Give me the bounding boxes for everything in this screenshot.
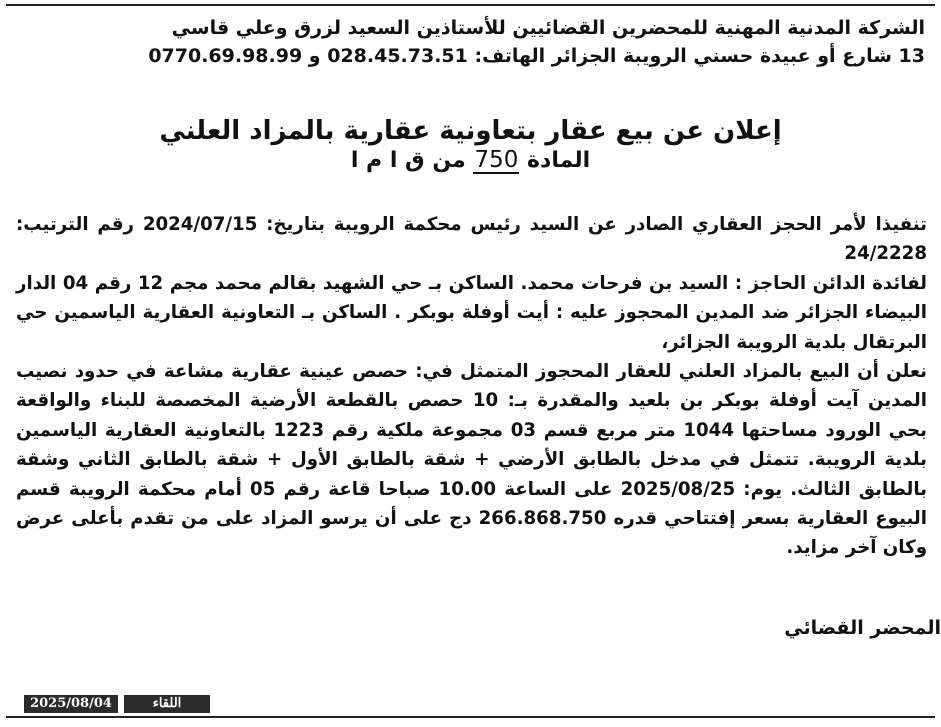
article-number: 750	[474, 147, 519, 173]
article-suffix: من ق ا م ا	[350, 148, 466, 173]
article-prefix: المادة	[527, 148, 591, 173]
sale-details-paragraph: نعلن أن البيع بالمزاد العلني للعقار المحجوز المتمثل في: حصص عينية عقارية مشاعة في حدود نصيب المدين آيت أوفلة بوبكر بن بلعيد والمقدرة بـ: 10 حصص بالقطعة الأرضية المخصصة للبناء والواقعة بحي الورود مساحتها 1044 متر مربع قسم 03 مجموعة ملكية رقم 1223 بالتعاونية العقارية الياسمين بلدية الرويبة. تتمثل في مدخل بالطابق الأرضي + شقة بالطابق الأول + شقة بالطابق الثاني وشقة بالطابق الثالث. يوم: 2025/08/25 على الساعة 10.00 صباحا قاعة رقم 05 أمام محكمة الرويبة قسم البيوع العقارية بسعر إفتتاحي قدره 266.868.750 دج على أن يرسو المزاد على من تقدم بأعلى عرض وكان آخر مزايد.	[16, 361, 927, 559]
execution-paragraph: تنفيذا لأمر الحجز العقاري الصادر عن السيد رئيس محكمة الرويبة بتاريخ: 2024/07/15 رقم الترتيب: 24/2228	[16, 214, 927, 265]
bailiff-header	[14, 14, 925, 70]
publication-date: 2025/08/04	[24, 695, 118, 713]
company-line: الشركة المدنية المهنية للمحضرين القضائيين للأستاذين السعيد لزرق وعلي قاسي	[171, 17, 925, 39]
newspaper-name: اللقاء	[124, 695, 210, 713]
top-border	[6, 4, 935, 6]
notice-body	[16, 210, 927, 563]
signature: المحضر القضائي	[784, 617, 941, 639]
bottom-border	[6, 716, 935, 718]
article-reference	[0, 145, 941, 177]
announcement-title: إعلان عن بيع عقار بتعاونية عقارية بالمزاد العلني	[159, 116, 782, 146]
address-line: 13 شارع أو عبيدة حسني الرويبة الجزائر الهاتف: 028.45.73.51 و 0770.69.98.99	[148, 45, 925, 67]
parties-paragraph: لفائدة الدائن الحاجز : السيد بن فرحات محمد. الساكن بـ حي الشهيد بقالم محمد مجم 12 رقم 04 الدار البيضاء الجزائر ضد المدين المحجوز عليه : أيت أوفلة بوبكر . الساكن بـ التعاونية العقارية الياسمين حي البرتقال بلدية الرويبة الجزائر،	[16, 272, 928, 353]
publication-footer	[24, 695, 210, 713]
